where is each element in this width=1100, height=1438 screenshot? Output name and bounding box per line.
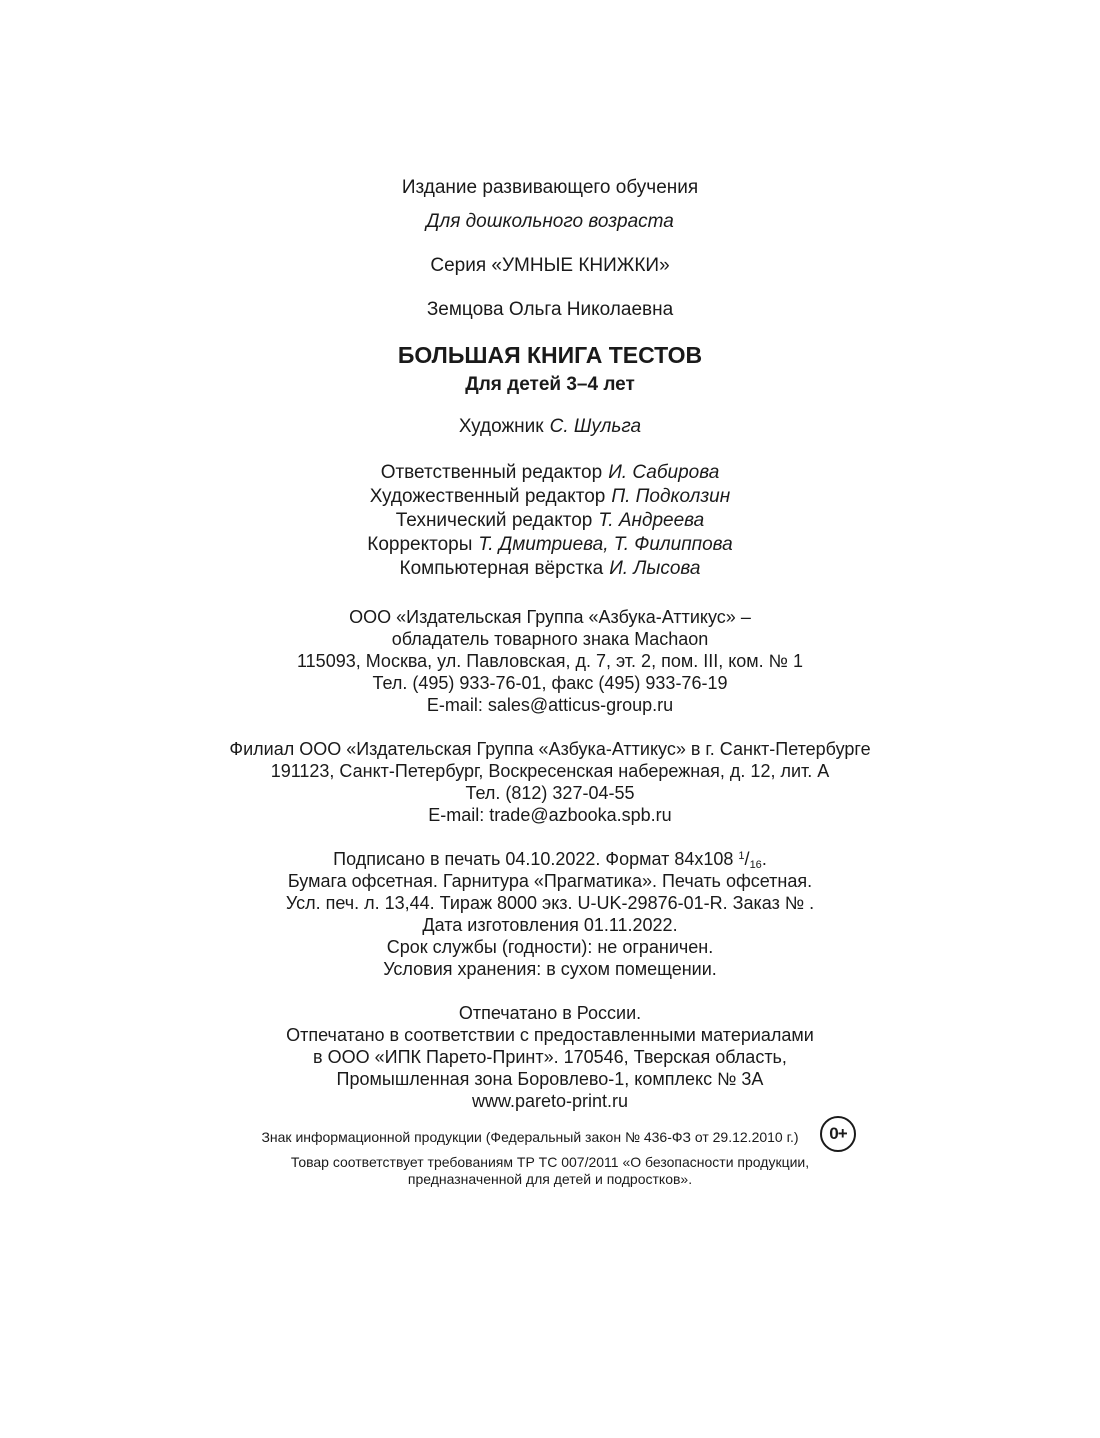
credit-line	[0, 462, 1100, 484]
branch-line: Филиал ООО «Издательская Группа «Азбука-Аттикус» в г. Санкт-Петербурге	[229, 739, 871, 759]
credit-line	[0, 534, 1100, 556]
age-rating-badge: 0+	[820, 1116, 856, 1152]
printer-website: www.pareto-print.ru	[471, 1091, 629, 1111]
edition-type: Издание развивающего обучения	[401, 177, 699, 198]
publisher-line: обладатель товарного знака Machaon	[391, 629, 709, 649]
credit-role: Корректоры	[367, 534, 473, 555]
format-fraction-numerator: 1	[738, 850, 745, 862]
print-info-line: Срок службы (годности): не ограничен.	[386, 937, 714, 957]
credit-role: Художественный редактор	[369, 486, 606, 507]
printer-line: Отпечатано в соответствии с предоставленными материалами	[286, 1025, 814, 1045]
credit-name: П. Подколзин	[611, 486, 731, 507]
age-group: Для дошкольного возраста	[426, 211, 674, 232]
illustrator-name: С. Шульга	[549, 416, 642, 437]
branch-address: 191123, Санкт-Петербург, Воскресенская набережная, д. 12, лит. А	[270, 761, 830, 781]
compliance-line: Товар соответствует требованиям ТР ТС 007/2011 «О безопасности продукции,	[290, 1154, 810, 1170]
format-fraction-denominator: 16	[749, 859, 762, 871]
compliance-line: предназначенной для детей и подростков».	[407, 1171, 693, 1187]
printer-line: в ООО «ИПК Парето-Принт». 170546, Тверская область,	[313, 1047, 787, 1067]
book-subtitle: Для детей 3–4 лет	[465, 374, 635, 395]
printer-line: Отпечатано в России.	[458, 1003, 642, 1023]
illustrator-role: Художник	[458, 416, 544, 437]
credit-name: И. Сабирова	[608, 462, 720, 483]
publisher-line: ООО «Издательская Группа «Азбука-Аттикус» –	[349, 607, 751, 627]
publisher-phone: Тел. (495) 933-76-01, факс (495) 933-76-19	[372, 673, 728, 693]
illustrator	[0, 416, 1100, 438]
signed-text: Подписано в печать 04.10.2022. Формат 84x108	[333, 849, 739, 869]
print-info-line: Условия хранения: в сухом помещении.	[383, 959, 717, 979]
print-info-line: Усл. печ. л. 13,44. Тираж 8000 экз. U-UK-29876-01-R. Заказ № .	[285, 893, 815, 913]
book-title: БОЛЬШАЯ КНИГА ТЕСТОВ	[397, 342, 703, 368]
credit-name: И. Лысова	[609, 558, 701, 579]
printer-line: Промышленная зона Боровлево-1, комплекс № 3А	[336, 1069, 764, 1089]
info-sign-text: Знак информационной продукции (Федеральный закон № 436-ФЗ от 29.12.2010 г.)	[261, 1129, 799, 1145]
credit-line	[0, 510, 1100, 532]
branch-email: E-mail: trade@azbooka.spb.ru	[428, 805, 672, 825]
format-suffix: .	[761, 849, 767, 869]
credit-role: Компьютерная вёрстка	[399, 558, 604, 579]
publisher-email: E-mail: sales@atticus-group.ru	[426, 695, 674, 715]
print-info-line: Дата изготовления 01.11.2022.	[422, 915, 678, 935]
credit-line	[0, 486, 1100, 508]
publisher-address: 115093, Москва, ул. Павловская, д. 7, эт. 2, пом. III, ком. № 1	[297, 651, 803, 671]
credit-role: Технический редактор	[395, 510, 593, 531]
credit-line	[0, 558, 1100, 580]
credit-name: Т. Андреева	[598, 510, 705, 531]
credit-name: Т. Дмитриева, Т. Филиппова	[478, 534, 733, 555]
credit-role: Ответственный редактор	[380, 462, 603, 483]
branch-phone: Тел. (812) 327-04-55	[465, 783, 635, 803]
print-info-line: Бумага офсетная. Гарнитура «Прагматика». Печать офсетная.	[287, 871, 813, 891]
series: Серия «УМНЫЕ КНИЖКИ»	[430, 255, 670, 276]
signed-line: Подписано в печать 04.10.2022. Формат 84x108 $^1/_{16}$.	[333, 849, 767, 871]
author: Земцова Ольга Николаевна	[426, 299, 674, 320]
